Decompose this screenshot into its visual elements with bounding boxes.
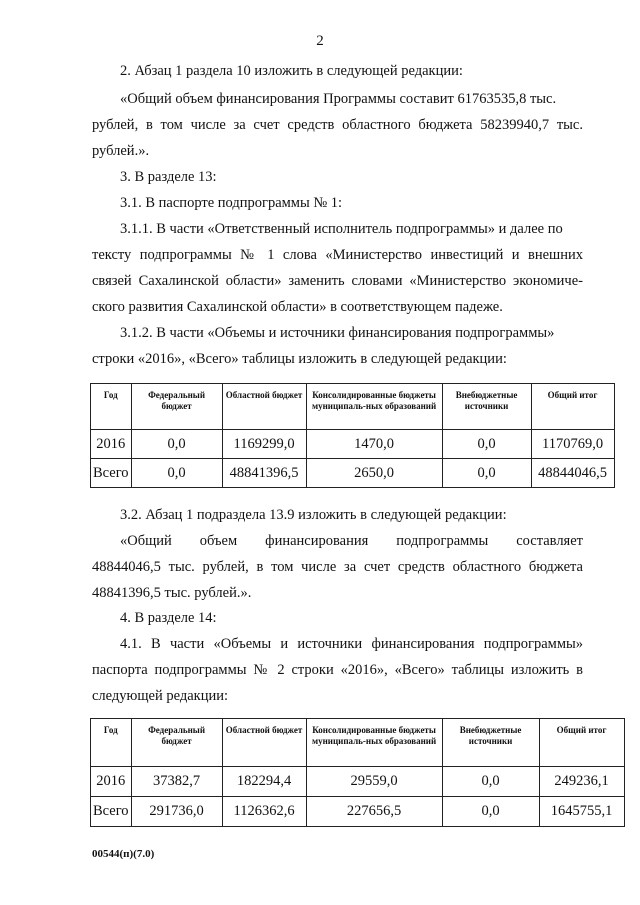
table-cell: 0,0 <box>442 797 539 827</box>
table-cell: 0,0 <box>442 459 531 488</box>
table-cell: 182294,4 <box>222 767 306 797</box>
table-cell: 249236,1 <box>539 767 624 797</box>
header-year: Год <box>91 719 132 767</box>
page-number: 2 <box>316 33 324 49</box>
table-cell: 1126362,6 <box>222 797 306 827</box>
paragraph-2: 2. Абзац 1 раздела 10 изложить в следующей редакции: <box>120 63 463 79</box>
paragraph-financing-line1: «Общий объем финансирования Программы составит 61763535,8 тыс. <box>120 91 557 107</box>
table-cell: 2016 <box>91 430 132 459</box>
paragraph-4-1-line3: следующей редакции: <box>92 688 229 704</box>
paragraph-3-2-quote-line2: 48844046,5 тыс. рублей, в том числе за счет средств областного бюджета <box>92 559 583 575</box>
header-extrabudgetary: Внебюджетные источники <box>442 384 531 430</box>
paragraph-financing-line2: рублей, в том числе за счет средств областного бюджета 58239940,7 тыс. <box>92 117 583 133</box>
header-municipal-budgets: Консолидированные бюджеты муниципаль-ных образований <box>306 384 442 430</box>
header-federal-budget: Федеральный бюджет <box>131 384 222 430</box>
header-regional-budget: Областной бюджет <box>222 384 306 430</box>
table-cell: 0,0 <box>131 459 222 488</box>
table-cell: 291736,0 <box>131 797 222 827</box>
table-row <box>91 459 615 488</box>
table-header-row <box>91 719 625 767</box>
paragraph-3-2: 3.2. Абзац 1 подраздела 13.9 изложить в следующей редакции: <box>120 507 507 523</box>
header-federal-budget: Федеральный бюджет <box>131 719 222 767</box>
paragraph-3-1-2-line2: строки «2016», «Всего» таблицы изложить в следующей редакции: <box>92 351 507 367</box>
table-cell: 2016 <box>91 767 132 797</box>
table-row <box>91 767 625 797</box>
paragraph-4-1-line2: паспорта подпрограммы № 2 строки «2016», «Всего» таблицы изложить в <box>92 662 583 678</box>
paragraph-3-1-1-line2: тексту подпрограммы № 1 слова «Министерство инвестиций и внешних <box>92 247 583 263</box>
table-header-row <box>91 384 615 430</box>
table-row <box>91 430 615 459</box>
table-cell: 2650,0 <box>306 459 442 488</box>
table-cell: 0,0 <box>442 767 539 797</box>
table-cell: Всего <box>91 459 132 488</box>
table-cell: 29559,0 <box>306 767 442 797</box>
document-code: 00544(п)(7.0) <box>92 848 155 860</box>
table-cell: 1170769,0 <box>531 430 614 459</box>
header-total: Общий итог <box>539 719 624 767</box>
paragraph-3-1-1-line3: связей Сахалинской области» заменить словами «Министерство экономиче- <box>92 273 583 289</box>
header-year: Год <box>91 384 132 430</box>
paragraph-3-2-quote-line3: 48841396,5 тыс. рублей.». <box>92 585 252 601</box>
header-total: Общий итог <box>531 384 614 430</box>
header-municipal-budgets: Консолидированные бюджеты муниципаль-ных образований <box>306 719 442 767</box>
paragraph-financing-line3: рублей.». <box>92 143 150 159</box>
table-cell: 48841396,5 <box>222 459 306 488</box>
header-extrabudgetary: Внебюджетные источники <box>442 719 539 767</box>
table-cell: 37382,7 <box>131 767 222 797</box>
table-cell: Всего <box>91 797 132 827</box>
table-cell: 1470,0 <box>306 430 442 459</box>
subprogram-2-table <box>90 718 625 827</box>
header-regional-budget: Областной бюджет <box>222 719 306 767</box>
table-cell: 0,0 <box>131 430 222 459</box>
paragraph-3-2-quote-line1: «Общий объем финансирования подпрограммы составляет <box>120 533 583 549</box>
paragraph-3-1-1-line1: 3.1.1. В части «Ответственный исполнитель подпрограммы» и далее по <box>120 221 563 237</box>
paragraph-3-1-2-line1: 3.1.2. В части «Объемы и источники финансирования подпрограммы» <box>120 325 555 341</box>
table-cell: 1645755,1 <box>539 797 624 827</box>
paragraph-4-1-line1: 4.1. В части «Объемы и источники финансирования подпрограммы» <box>120 636 583 652</box>
paragraph-3-1-1-line4: ского развития Сахалинской области» в соответствующем падеже. <box>92 299 503 315</box>
table-cell: 1169299,0 <box>222 430 306 459</box>
paragraph-3-1: 3.1. В паспорте подпрограммы № 1: <box>120 195 343 211</box>
subprogram-1-table <box>90 383 615 488</box>
table-cell: 48844046,5 <box>531 459 614 488</box>
table-row <box>91 797 625 827</box>
table-cell: 0,0 <box>442 430 531 459</box>
paragraph-section-14: 4. В разделе 14: <box>120 610 217 626</box>
paragraph-section-13: 3. В разделе 13: <box>120 169 217 185</box>
table-cell: 227656,5 <box>306 797 442 827</box>
